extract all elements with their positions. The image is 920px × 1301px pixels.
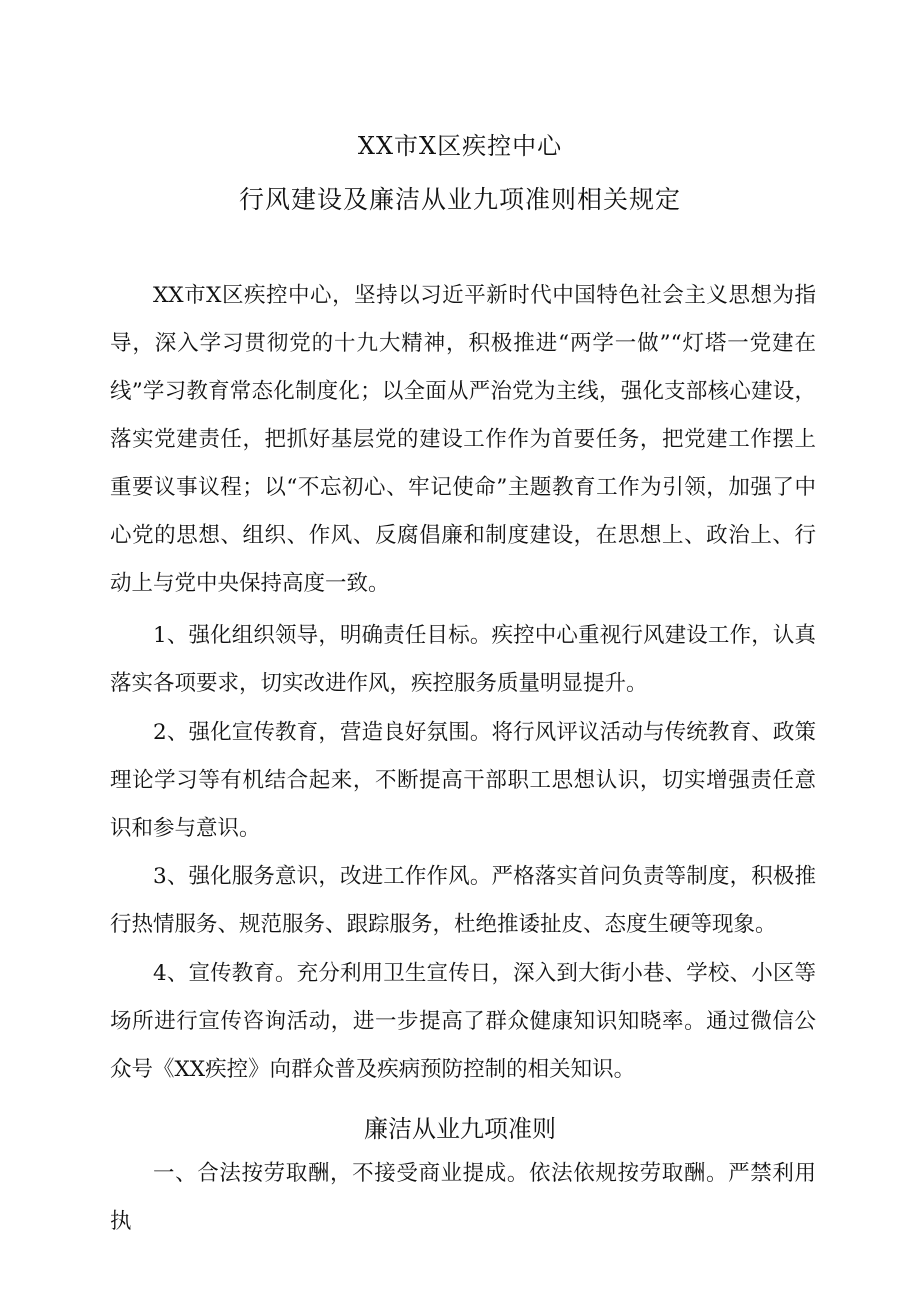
intro-paragraph: XX市X区疾控中心，坚持以习近平新时代中国特色社会主义思想为指导，深入学习贯彻党的十九大精神，积极推进“两学一做”“灯塔一党建在线”学习教育常态化制度化；以全面从严治党为主线，强化支部核心建设，落实党建责任，把抓好基层党的建设工作作为首要任务，把党建工作摆上重要议事议程；以“不忘初心、牢记使命”主题教育工作为引领，加强了中心党的思想、组织、作风、反腐倡廉和制度建设，在思想上、政治上、行动上与党中央保持高度一致。 <box>110 283 816 596</box>
item-paragraph-1: 1、强化组织领导，明确责任目标。疾控中心重视行风建设工作，认真落实各项要求，切实改进作风，疾控服务质量明显提升。 <box>110 623 816 696</box>
document-title: XX市X区疾控中心 <box>357 132 563 160</box>
item-paragraph-3: 3、强化服务意识，改进工作作风。严格落实首问负责等制度，积极推行热情服务、规范服务、跟踪服务，杜绝推诿扯皮、态度生硬等现象。 <box>110 864 816 937</box>
document-subtitle: 行风建设及廉洁从业九项准则相关规定 <box>238 185 681 214</box>
item-paragraph-4: 4、宣传教育。充分利用卫生宣传日，深入到大街小巷、学校、小区等场所进行宣传咨询活动，进一步提高了群众健康知识知晓率。通过微信公众号《XX疾控》向群众普及疾病预防控制的相关知识。 <box>110 961 816 1082</box>
section-heading: 廉洁从业九项准则 <box>364 1115 556 1143</box>
rule-paragraph-1: 一、合法按劳取酬，不接受商业提成。依法依规按劳取酬。严禁利用执 <box>110 1161 816 1234</box>
item-paragraph-2: 2、强化宣传教育，营造良好氛围。将行风评议活动与传统教育、政策理论学习等有机结合起来，不断提高干部职工思想认识，切实增强责任意识和参与意识。 <box>110 720 816 841</box>
